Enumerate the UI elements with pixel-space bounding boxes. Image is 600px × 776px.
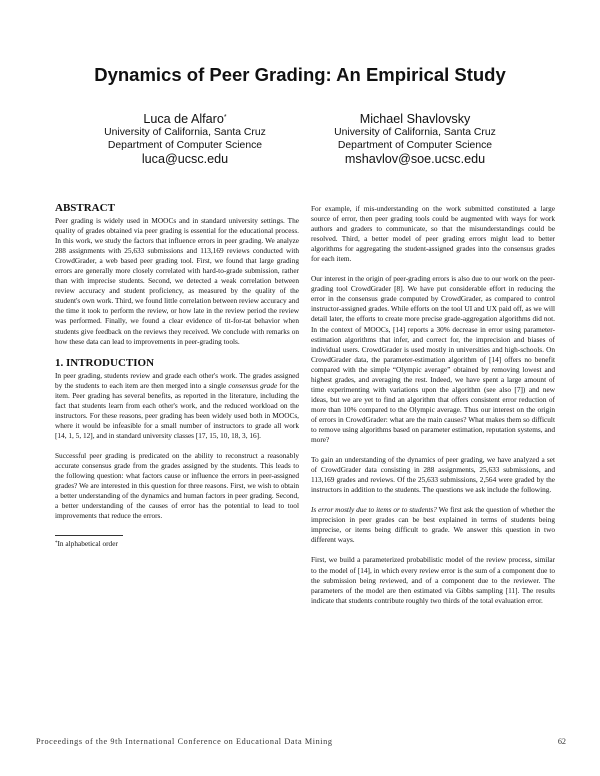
author-block-1 bbox=[92, 112, 278, 167]
intro-paragraph-2: Successful peer grading is predicated on the ability to reconstruct a reasonably accurate consensus grade from the grades assigned by the students. This leads to the following question: what factors cause or influence the errors in peer-assigned grades? We are interested in this question for three reasons. First, we wish to obtain a better understanding of the dynamics and human factors in peer grading. Second, a better understanding of the causes of error has the potential to lead to tool improvements that reduce the errors. bbox=[55, 450, 299, 521]
paper-title: Dynamics of Peer Grading: An Empirical Study bbox=[94, 64, 506, 85]
intro-paragraph-1: In peer grading, students review and grade each other's work. The grades assigned by the students to each item are then merged into a single consensus grade for the item. Peer grading has several benefits, as reported in the literature, including the fact that students learn from each other's work, and the reduced workload on the instructors. For these reasons, peer grading has been widely used both in MOOCs, where it would be infeasible for a small number of instructors to grade all work [14, 1, 5, 12], and in standard university classes [17, 15, 10, 18, 3, 16]. bbox=[55, 370, 299, 440]
author-block-2 bbox=[322, 112, 508, 167]
body-paragraph-2: Our interest in the origin of peer-grading errors is also due to our work on the peer-grading tool CrowdGrader [8]. We have put considerable effort in reducing the error in the consensus grade computed by CrowdGrader, as compared to control instructor-assigned grades. While efforts on the tool UI and UX paid off, as we will detail later, the efforts to create more precise grade-aggregation algorithms did not. In the context of MOOCs, [14] reports a 30% decrease in error using parameter-estimation algorithms that infer, and correct for, the imprecision and biases of individual users. CrowdGrader is used mostly in universities and high-schools. On CrowdGrader data, the parameter-estimation algorithm of [14] offers no benefit compared with the simple “Olympic average” obtained by removing lowest and highest grades, and averaging the rest. Indeed, we have spent a large amount of time experimenting with variations upon the algorithm (see also [7]) and new ideas, but we are yet to find an algorithm that offers consistent error reduction of more than 10% compared to the Olympic average. Thus our interest on the origin of errors in CrowdGrader: what are the main causes? What makes them so difficult to remove using algorithms based on parameter estimation, reputation systems, and more? bbox=[311, 274, 555, 445]
footnote: *In alphabetical order bbox=[55, 539, 118, 549]
author-footnote-mark: * bbox=[223, 114, 227, 121]
author-name: Michael Shavlovsky bbox=[359, 112, 471, 126]
right-column bbox=[311, 204, 555, 606]
page-number: 62 bbox=[557, 737, 566, 746]
author-department: Department of Computer Science bbox=[337, 139, 493, 151]
left-column bbox=[55, 202, 299, 548]
body-paragraph-3: To gain an understanding of the dynamics of peer grading, we have analyzed a set of CrowdGrader data consisting in 288 assignments, 25,633 submissions, and 113,169 grades and reviews. Of the 25,633 submissions, 2,564 were graded by the instructors in addition to the students. The questions we ask include the following. bbox=[311, 455, 555, 495]
author-email: mshavlov@soe.ucsc.edu bbox=[344, 152, 486, 166]
author-department: Department of Computer Science bbox=[107, 139, 263, 151]
footnote-rule bbox=[55, 535, 123, 536]
introduction-heading: 1. INTRODUCTION bbox=[55, 356, 155, 369]
body-paragraph-1: For example, if mis-understanding on the work submitted constituted a large source of error, then peer grading tools could be augmented with ways for work authors and graders to communicate, so that the misunderstandings could be resolved. Third, a better model of peer grading errors might lead to better algorithms for aggregating the student-assigned grades into the consensus grades for each item. bbox=[311, 204, 555, 264]
author-email: luca@ucsc.edu bbox=[141, 152, 229, 166]
author-name: Luca de Alfaro bbox=[143, 112, 224, 126]
page-footer bbox=[36, 737, 566, 746]
body-paragraph-5: First, we build a parameterized probabilistic model of the review process, similar to the model of [14], in which every review error is the sum of a component due to the submission being reviewed, and of a component due to the reviewer. The parameters of the model are then estimated via Gibbs sampling [11]. The results indicate that students contribute roughly two thirds of the total evaluation error. bbox=[311, 555, 555, 605]
author-affiliation: University of California, Santa Cruz bbox=[104, 127, 266, 138]
abstract-heading: ABSTRACT bbox=[55, 202, 115, 214]
footer-venue: Proceedings of the 9th International Conference on Educational Data Mining bbox=[36, 737, 333, 746]
author-affiliation: University of California, Santa Cruz bbox=[334, 127, 496, 138]
abstract-text: Peer grading is widely used in MOOCs and in standard university settings. The quality of grades obtained via peer grading is essential for the educational process. In this work, we study the factors that influence errors in peer grading. We analyze 288 assignments with 25,633 submissions and 113,169 reviews conducted with CrowdGrader, a web based peer grading tool. First, we found that large grading errors are generally more closely correlated with hard-to-grade submission, rather than with imprecise students. Second, we detected a weak correlation between review accuracy and student proficiency, as measured by the quality of the student's own work. Third, we found little correlation between review accuracy and the time it took to perform the review, or how late in the review period the review was performed. Finally, we found a clear evidence of tit-for-tat behavior when students give feedback on the reviews they received. We conclude with remarks on how these data can lead to improvements in peer-grading tools. bbox=[55, 216, 299, 346]
body-paragraph-4: Is error mostly due to items or to students? We first ask the question of whether the imprecision in peer grades can be best explained in terms of students being imprecise, or items being difficult to grade. We answer this question in two different ways. bbox=[311, 505, 555, 545]
